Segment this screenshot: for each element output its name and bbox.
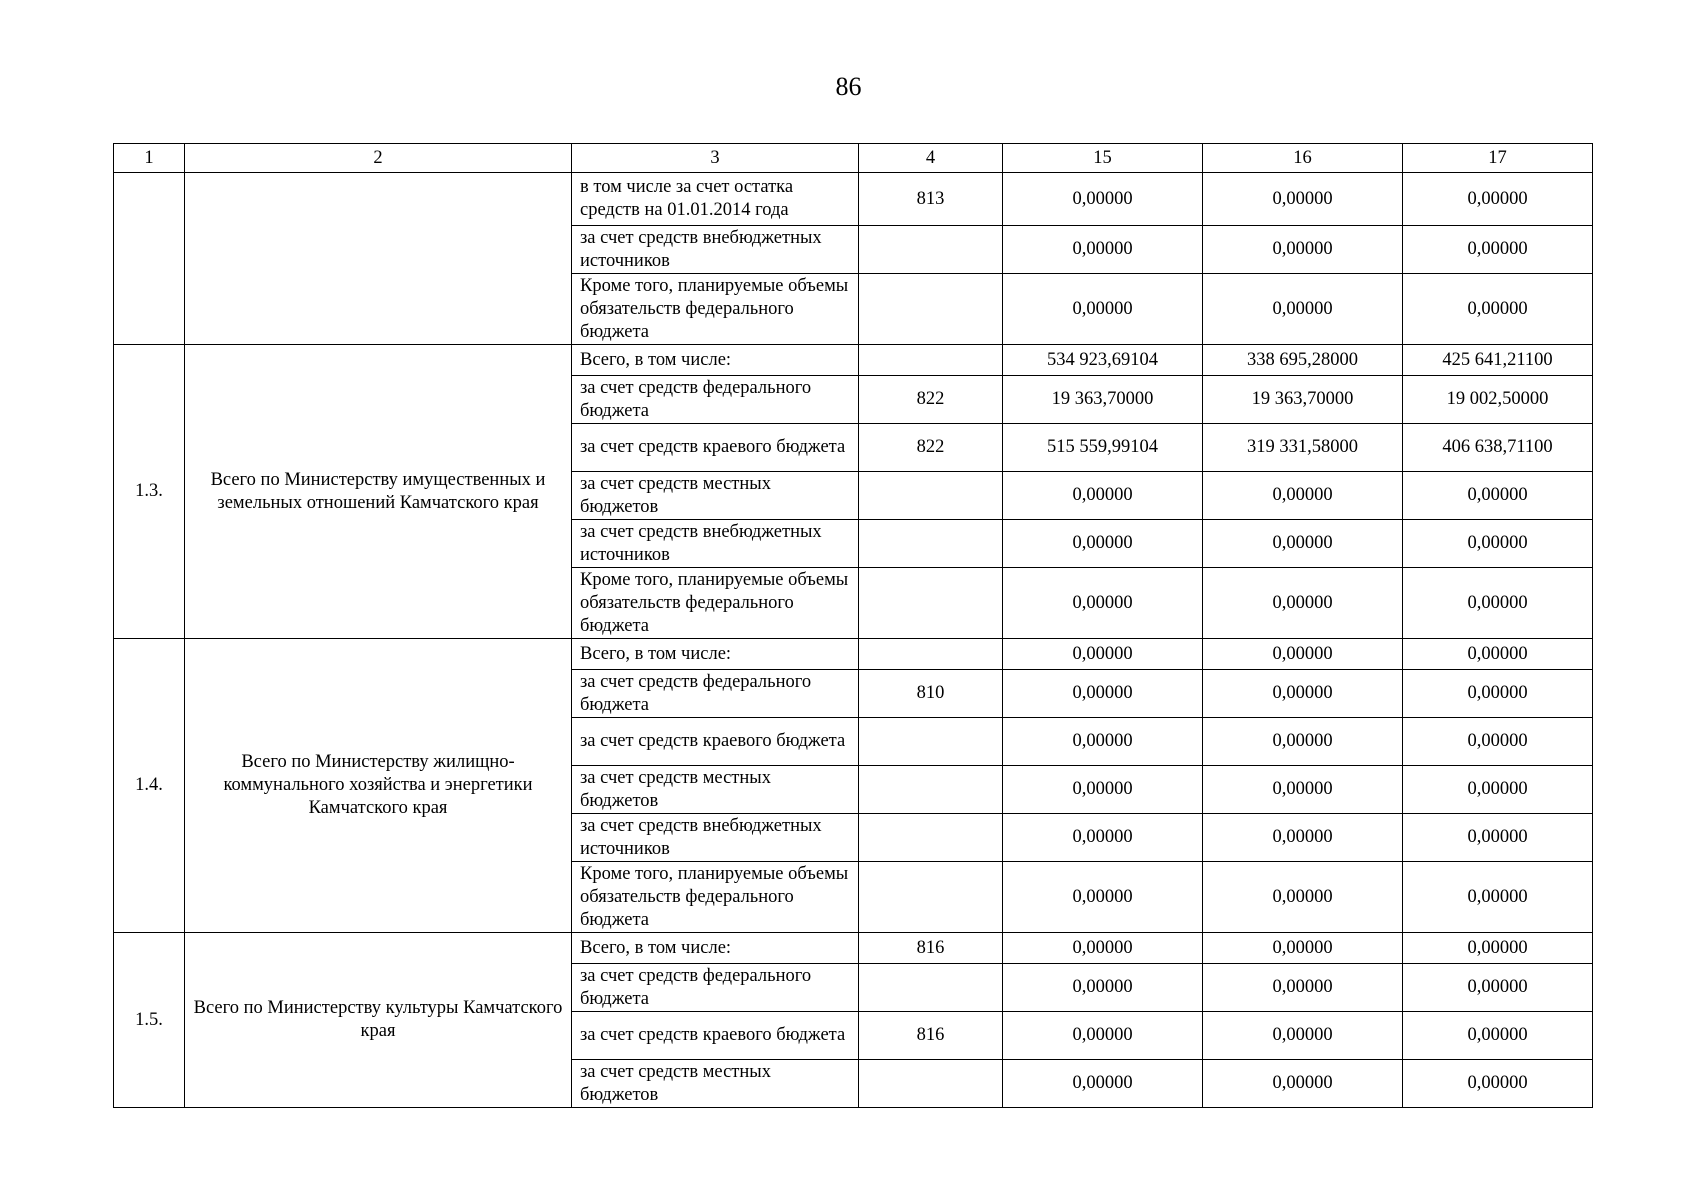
table-row — [114, 933, 1593, 964]
value-col17: 0,00000 — [1403, 766, 1593, 814]
row-label: за счет средств местных бюджетов — [572, 1060, 859, 1108]
code-cell: 822 — [859, 376, 1003, 424]
value-col15: 0,00000 — [1003, 173, 1203, 226]
value-col16: 338 695,28000 — [1203, 345, 1403, 376]
value-col17: 0,00000 — [1403, 964, 1593, 1012]
value-col17: 0,00000 — [1403, 1012, 1593, 1060]
value-col17: 0,00000 — [1403, 814, 1593, 862]
page-number: 86 — [835, 72, 862, 101]
code-cell — [859, 639, 1003, 670]
table-body — [114, 173, 1593, 1108]
row-label: за счет средств федерального бюджета — [572, 670, 859, 718]
row-label: за счет средств местных бюджетов — [572, 766, 859, 814]
value-col16: 0,00000 — [1203, 639, 1403, 670]
value-col16: 0,00000 — [1203, 1060, 1403, 1108]
table-header-row — [114, 144, 1593, 173]
code-cell — [859, 568, 1003, 639]
code-cell — [859, 1060, 1003, 1108]
value-col16: 0,00000 — [1203, 520, 1403, 568]
value-col15: 0,00000 — [1003, 1060, 1203, 1108]
row-label: за счет средств краевого бюджета — [572, 424, 859, 472]
row-label: за счет средств внебюджетных источников — [572, 226, 859, 274]
code-cell: 816 — [859, 933, 1003, 964]
column-header: 1 — [114, 144, 185, 173]
section-number: 1.5. — [114, 933, 185, 1108]
column-header: 3 — [572, 144, 859, 173]
value-col16: 0,00000 — [1203, 670, 1403, 718]
row-label: Кроме того, планируемые объемы обязательств федерального бюджета — [572, 862, 859, 933]
code-cell: 810 — [859, 670, 1003, 718]
value-col17: 0,00000 — [1403, 274, 1593, 345]
code-cell — [859, 766, 1003, 814]
value-col15: 0,00000 — [1003, 639, 1203, 670]
value-col16: 0,00000 — [1203, 933, 1403, 964]
row-label: за счет средств федерального бюджета — [572, 964, 859, 1012]
table-row — [114, 345, 1593, 376]
value-col16: 0,00000 — [1203, 766, 1403, 814]
code-cell: 816 — [859, 1012, 1003, 1060]
code-cell — [859, 226, 1003, 274]
value-col15: 0,00000 — [1003, 670, 1203, 718]
section-title — [185, 173, 572, 345]
column-header: 15 — [1003, 144, 1203, 173]
value-col15: 0,00000 — [1003, 933, 1203, 964]
code-cell — [859, 520, 1003, 568]
section-title: Всего по Министерству жилищно-коммунального хозяйства и энергетики Камчатского края — [185, 639, 572, 933]
value-col15: 0,00000 — [1003, 520, 1203, 568]
value-col16: 0,00000 — [1203, 173, 1403, 226]
value-col17: 0,00000 — [1403, 862, 1593, 933]
value-col16: 0,00000 — [1203, 1012, 1403, 1060]
value-col16: 0,00000 — [1203, 718, 1403, 766]
value-col15: 0,00000 — [1003, 274, 1203, 345]
value-col17: 0,00000 — [1403, 1060, 1593, 1108]
value-col16: 0,00000 — [1203, 862, 1403, 933]
section-number: 1.4. — [114, 639, 185, 933]
code-cell — [859, 814, 1003, 862]
table-row — [114, 173, 1593, 226]
value-col17: 0,00000 — [1403, 568, 1593, 639]
row-label: за счет средств краевого бюджета — [572, 718, 859, 766]
code-cell — [859, 964, 1003, 1012]
value-col17: 406 638,71100 — [1403, 424, 1593, 472]
column-header: 4 — [859, 144, 1003, 173]
value-col17: 0,00000 — [1403, 933, 1593, 964]
value-col15: 0,00000 — [1003, 862, 1203, 933]
row-label: Всего, в том числе: — [572, 933, 859, 964]
table-row — [114, 639, 1593, 670]
value-col15: 0,00000 — [1003, 766, 1203, 814]
value-col15: 0,00000 — [1003, 718, 1203, 766]
value-col16: 0,00000 — [1203, 472, 1403, 520]
value-col16: 0,00000 — [1203, 274, 1403, 345]
code-cell: 813 — [859, 173, 1003, 226]
row-label: Кроме того, планируемые объемы обязательств федерального бюджета — [572, 568, 859, 639]
section-number — [114, 173, 185, 345]
section-title: Всего по Министерству имущественных и земельных отношений Камчатского края — [185, 345, 572, 639]
section-title: Всего по Министерству культуры Камчатского края — [185, 933, 572, 1108]
value-col17: 0,00000 — [1403, 520, 1593, 568]
value-col17: 19 002,50000 — [1403, 376, 1593, 424]
value-col17: 0,00000 — [1403, 472, 1593, 520]
value-col16: 0,00000 — [1203, 568, 1403, 639]
row-label: за счет средств краевого бюджета — [572, 1012, 859, 1060]
value-col15: 0,00000 — [1003, 226, 1203, 274]
value-col15: 0,00000 — [1003, 814, 1203, 862]
section-number: 1.3. — [114, 345, 185, 639]
value-col15: 515 559,99104 — [1003, 424, 1203, 472]
value-col16: 19 363,70000 — [1203, 376, 1403, 424]
row-label: Кроме того, планируемые объемы обязательств федерального бюджета — [572, 274, 859, 345]
value-col15: 0,00000 — [1003, 964, 1203, 1012]
value-col15: 534 923,69104 — [1003, 345, 1203, 376]
value-col17: 0,00000 — [1403, 718, 1593, 766]
row-label: за счет средств внебюджетных источников — [572, 520, 859, 568]
row-label: за счет средств внебюджетных источников — [572, 814, 859, 862]
value-col17: 0,00000 — [1403, 639, 1593, 670]
row-label: за счет средств местных бюджетов — [572, 472, 859, 520]
value-col17: 0,00000 — [1403, 670, 1593, 718]
row-label: Всего, в том числе: — [572, 345, 859, 376]
column-header: 2 — [185, 144, 572, 173]
value-col16: 0,00000 — [1203, 814, 1403, 862]
value-col17: 425 641,21100 — [1403, 345, 1593, 376]
value-col17: 0,00000 — [1403, 173, 1593, 226]
row-label: за счет средств федерального бюджета — [572, 376, 859, 424]
code-cell — [859, 862, 1003, 933]
row-label: Всего, в том числе: — [572, 639, 859, 670]
value-col15: 19 363,70000 — [1003, 376, 1203, 424]
code-cell — [859, 472, 1003, 520]
value-col15: 0,00000 — [1003, 472, 1203, 520]
code-cell — [859, 718, 1003, 766]
column-header: 17 — [1403, 144, 1593, 173]
code-cell — [859, 274, 1003, 345]
value-col16: 319 331,58000 — [1203, 424, 1403, 472]
value-col17: 0,00000 — [1403, 226, 1593, 274]
value-col15: 0,00000 — [1003, 1012, 1203, 1060]
code-cell — [859, 345, 1003, 376]
column-header: 16 — [1203, 144, 1403, 173]
value-col16: 0,00000 — [1203, 964, 1403, 1012]
value-col16: 0,00000 — [1203, 226, 1403, 274]
budget-table — [113, 143, 1593, 1108]
code-cell: 822 — [859, 424, 1003, 472]
value-col15: 0,00000 — [1003, 568, 1203, 639]
row-label: в том числе за счет остатка средств на 01.01.2014 года — [572, 173, 859, 226]
